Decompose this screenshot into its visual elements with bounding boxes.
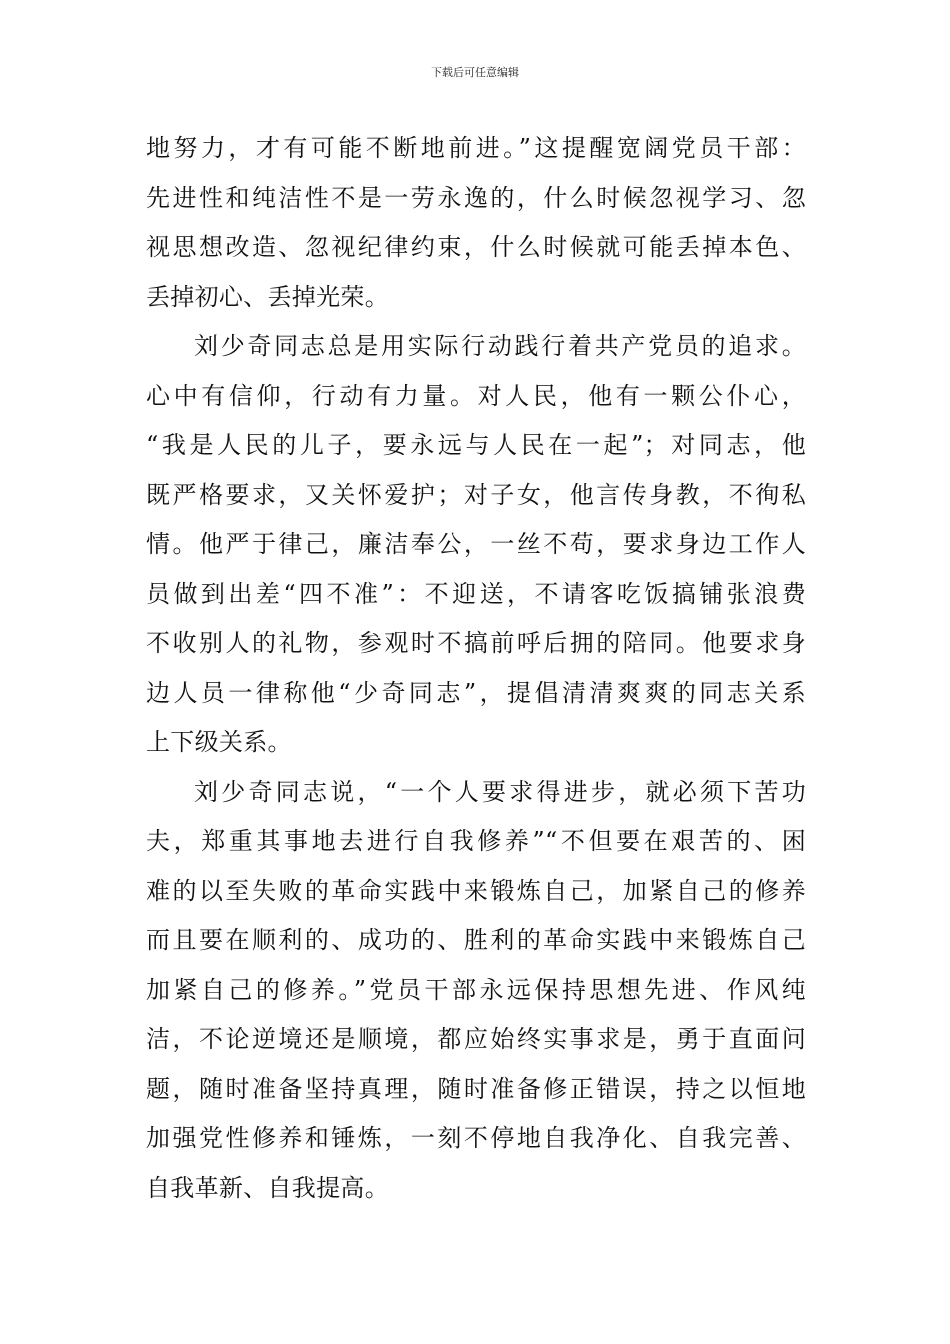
text-line: 加强党性修养和锤炼，一刻不停地自我净化、自我完善、 <box>146 1124 806 1152</box>
text-line: 上下级关系。 <box>146 728 292 756</box>
text-line: 加紧自己的修养。”党员干部永远保持思想先进、作风纯 <box>146 975 806 1004</box>
text-line: 丢掉初心、丢掉光荣。 <box>146 282 389 311</box>
page-header-note: 下载后可任意编辑 <box>431 66 519 79</box>
text-line: 不收别人的礼物，参观时不搞前呼后拥的陪同。他要求身 <box>146 629 806 657</box>
text-line: 情。他严于律己，廉洁奉公，一丝不苟，要求身边工作人 <box>146 530 806 558</box>
text-line: 题，随时准备坚持真理，随时准备修正错误，持之以恒地 <box>146 1074 806 1103</box>
text-line: “我是人民的儿子，要永远与人民在一起”；对同志，他 <box>146 431 806 459</box>
text-line: 刘少奇同志说，“一个人要求得进步，就必须下苦功 <box>194 777 806 806</box>
text-line: 边人员一律称他“少奇同志”，提倡清清爽爽的同志关系 <box>146 678 806 707</box>
text-line: 夫，郑重其事地去进行自我修养”“不但要在艰苦的、困 <box>146 827 806 855</box>
text-line: 先进性和纯洁性不是一劳永逸的，什么时候忽视学习、忽 <box>146 183 806 212</box>
text-line: 地努力，才有可能不断地前进。”这提醒宽阔党员干部： <box>146 134 806 162</box>
text-line: 自我革新、自我提高。 <box>146 1173 389 1202</box>
text-line: 视思想改造、忽视纪律约束，什么时候就可能丢掉本色、 <box>146 233 806 261</box>
text-line: 心中有信仰，行动有力量。对人民，他有一颗公仆心， <box>146 381 806 410</box>
text-line: 而且要在顺利的、成功的、胜利的革命实践中来锻炼自己 <box>146 926 806 954</box>
text-line: 洁，不论逆境还是顺境，都应始终实事求是，勇于直面问 <box>146 1025 806 1053</box>
document-body <box>146 124 806 1213</box>
text-line: 员做到出差“四不准”：不迎送，不请客吃饭搞铺张浪费 <box>146 579 806 608</box>
text-line: 刘少奇同志总是用实际行动践行着共产党员的追求。 <box>194 332 806 360</box>
text-line: 既严格要求，又关怀爱护；对子女，他言传身教，不徇私 <box>146 480 806 509</box>
text-line: 难的以至失败的革命实践中来锻炼自己，加紧自己的修养 <box>146 876 806 905</box>
